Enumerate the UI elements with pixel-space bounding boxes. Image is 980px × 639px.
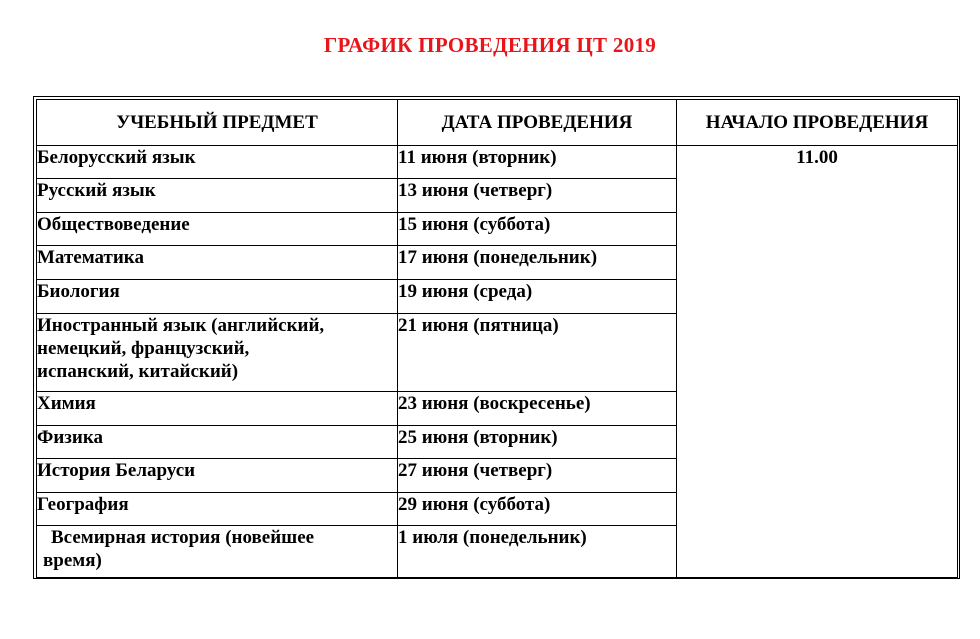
date-cell: 23 июня (воскресенье) bbox=[398, 392, 677, 426]
subject-line: немецкий, французский, bbox=[37, 338, 250, 359]
date-cell: 19 июня (среда) bbox=[398, 280, 677, 314]
date-cell: 1 июля (понедельник) bbox=[398, 526, 677, 578]
date-cell: 29 июня (суббота) bbox=[398, 493, 677, 526]
header-date: ДАТА ПРОВЕДЕНИЯ bbox=[398, 100, 677, 146]
date-cell: 13 июня (четверг) bbox=[398, 179, 677, 213]
subject-cell: Математика bbox=[37, 246, 398, 280]
date-cell: 17 июня (понедельник) bbox=[398, 246, 677, 280]
date-cell: 27 июня (четверг) bbox=[398, 459, 677, 493]
subject-cell: Физика bbox=[37, 426, 398, 459]
subject-cell: География bbox=[37, 493, 398, 526]
subject-line: Иностранный язык (английский, bbox=[37, 315, 325, 336]
subject-cell: Биология bbox=[37, 280, 398, 314]
date-cell: 25 июня (вторник) bbox=[398, 426, 677, 459]
schedule-table-frame bbox=[33, 96, 960, 579]
header-start-time: НАЧАЛО ПРОВЕДЕНИЯ bbox=[677, 100, 958, 146]
subject-cell bbox=[37, 526, 398, 578]
subject-cell: Белорусский язык bbox=[37, 146, 398, 179]
page-title: ГРАФИК ПРОВЕДЕНИЯ ЦТ 2019 bbox=[323, 33, 657, 57]
header-subject: УЧЕБНЫЙ ПРЕДМЕТ bbox=[37, 100, 398, 146]
subject-line: испанский, китайский) bbox=[37, 361, 239, 382]
subject-line: Всемирная история (новейшее bbox=[51, 527, 315, 548]
date-cell: 15 июня (суббота) bbox=[398, 213, 677, 246]
schedule-table bbox=[36, 99, 958, 578]
subject-line: время) bbox=[43, 550, 102, 571]
subject-cell: Русский язык bbox=[37, 179, 398, 213]
header-row bbox=[37, 100, 958, 146]
subject-cell: История Беларуси bbox=[37, 459, 398, 493]
date-cell: 11 июня (вторник) bbox=[398, 146, 677, 179]
start-time-cell: 11.00 bbox=[677, 146, 958, 578]
subject-cell: Химия bbox=[37, 392, 398, 426]
subject-cell: Обществоведение bbox=[37, 213, 398, 246]
table-row bbox=[37, 146, 958, 179]
subject-cell bbox=[37, 314, 398, 392]
date-cell: 21 июня (пятница) bbox=[398, 314, 677, 392]
